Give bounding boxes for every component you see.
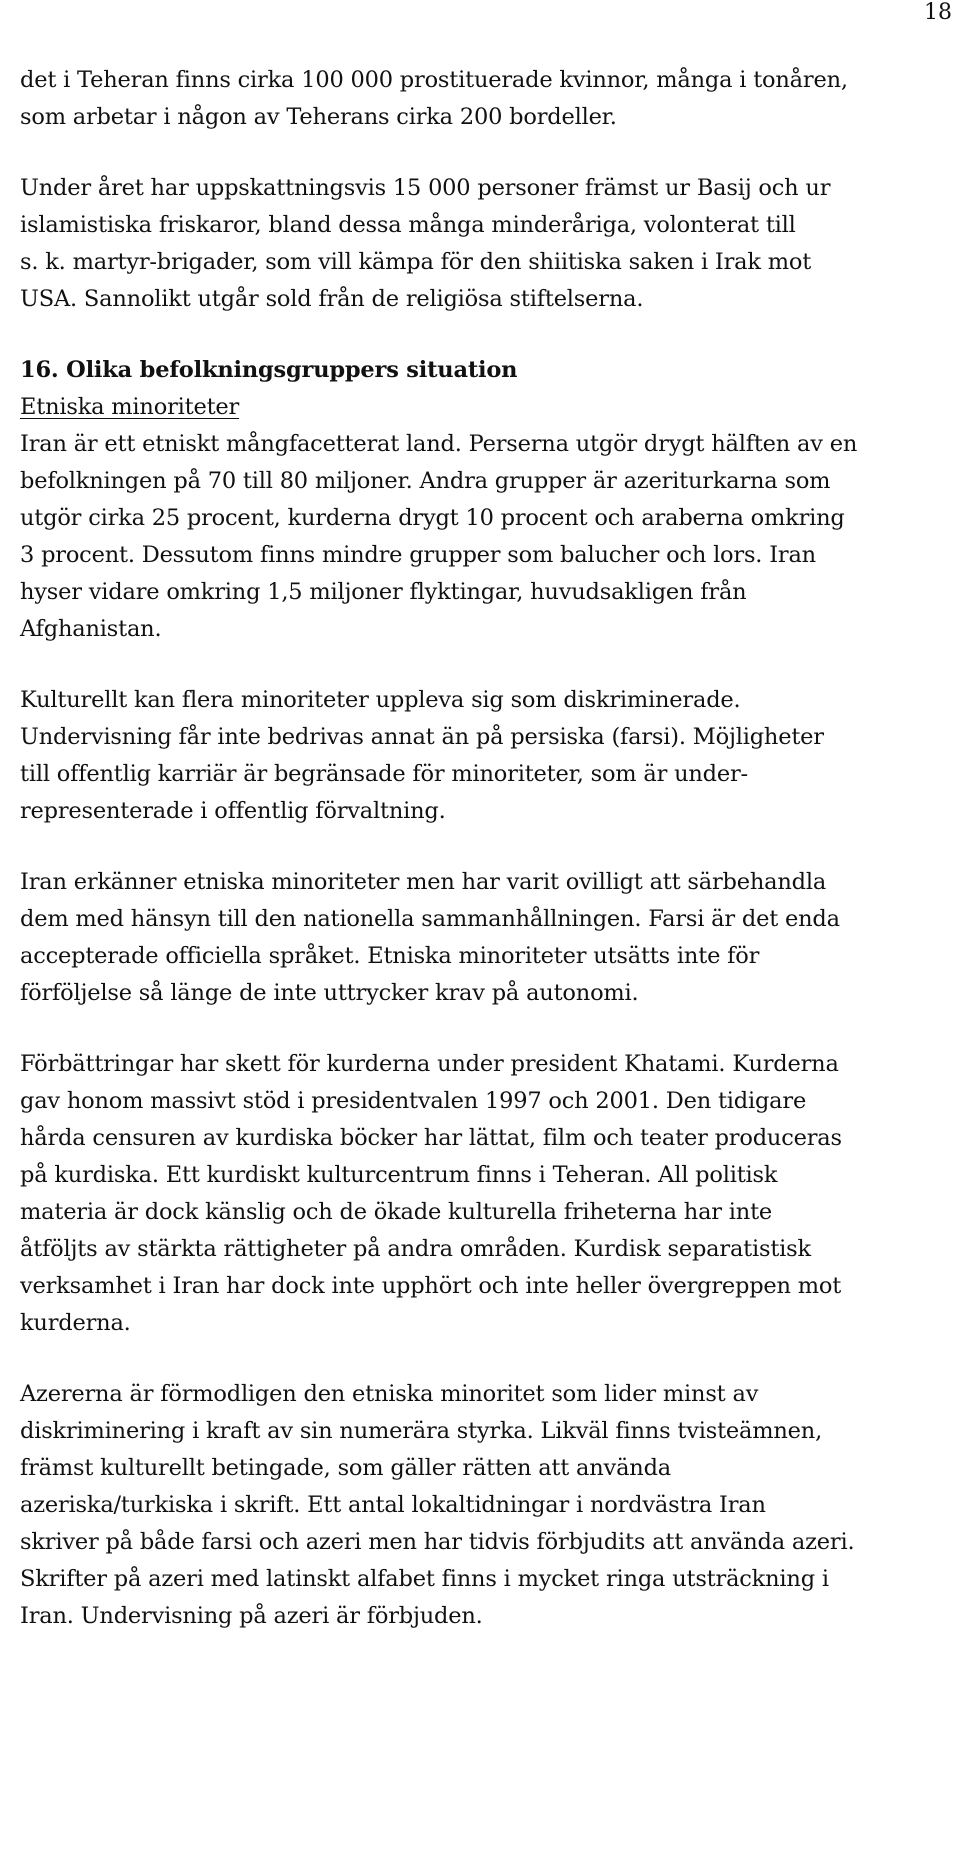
text-line: Förbättringar har skett för kurderna under president Khatami. Kurderna [20,1051,839,1077]
text-line: dem med hänsyn till den nationella sammanhållningen. Farsi är det enda [20,906,840,932]
paragraph [20,1046,955,1342]
text-line: USA. Sannolikt utgår sold från de religiösa stiftelserna. [20,286,644,312]
text-line: befolkningen på 70 till 80 miljoner. Andra grupper är azeriturkarna som [20,468,831,494]
text-line: utgör cirka 25 procent, kurderna drygt 10 procent och araberna omkring [20,505,845,531]
section-heading: 16. Olika befolkningsgruppers situation [20,357,518,383]
text-line: 3 procent. Dessutom finns mindre grupper som balucher och lors. Iran [20,542,816,568]
text-line: det i Teheran finns cirka 100 000 prostituerade kvinnor, många i tonåren, [20,67,848,93]
text-line: som arbetar i någon av Teherans cirka 200 bordeller. [20,104,617,130]
text-line: till offentlig karriär är begränsade för minoriteter, som är under- [20,761,748,787]
text-line: Iran är ett etniskt mångfacetterat land. Perserna utgör drygt hälften av en [20,431,858,457]
text-line: materia är dock känslig och de ökade kulturella friheterna har inte [20,1199,773,1225]
text-line: Iran erkänner etniska minoriteter men har varit ovilligt att särbehandla [20,869,827,895]
text-line: främst kulturellt betingade, som gäller rätten att använda [20,1455,671,1481]
text-line: Undervisning får inte bedrivas annat än på persiska (farsi). Möjligheter [20,724,824,750]
text-line: verksamhet i Iran har dock inte upphört och inte heller övergreppen mot [20,1273,842,1299]
text-line: på kurdiska. Ett kurdiskt kulturcentrum finns i Teheran. All politisk [20,1162,778,1188]
text-line: islamistiska friskaror, bland dessa många minderåriga, volonterat till [20,212,796,238]
text-line: skriver på både farsi och azeri men har tidvis förbjudits att använda azeri. [20,1529,855,1555]
text-line: Under året har uppskattningsvis 15 000 personer främst ur Basij och ur [20,175,831,201]
text-line: Skrifter på azeri med latinskt alfabet finns i mycket ringa utsträckning i [20,1566,829,1592]
text-line: azeriska/turkiska i skrift. Ett antal lokaltidningar i nordvästra Iran [20,1492,766,1518]
text-line: accepterade officiella språket. Etniska minoriteter utsätts inte för [20,943,760,969]
text-line: hyser vidare omkring 1,5 miljoner flyktingar, huvudsakligen från [20,579,747,605]
text-line: hårda censuren av kurdiska böcker har lättat, film och teater produceras [20,1125,842,1151]
text-line: Azererna är förmodligen den etniska minoritet som lider minst av [20,1381,759,1407]
text-line: kurderna. [20,1310,131,1336]
text-line: representerade i offentlig förvaltning. [20,798,446,824]
paragraph [20,864,955,1012]
text-line: s. k. martyr-brigader, som vill kämpa för den shiitiska saken i Irak mot [20,249,812,275]
section-paragraphs [20,426,955,1635]
paragraph [20,1376,955,1635]
intro-paragraphs [20,62,955,318]
text-line: åtföljts av stärkta rättigheter på andra områden. Kurdisk separatistisk [20,1236,811,1262]
page-number: 18 [924,0,952,25]
paragraph [20,62,955,136]
page-content [20,62,955,1669]
text-line: diskriminering i kraft av sin numerära styrka. Likväl finns tvisteämnen, [20,1418,823,1444]
section-header [20,352,955,426]
text-line: Kulturellt kan flera minoriteter uppleva sig som diskriminerade. [20,687,741,713]
paragraph [20,426,955,648]
text-line: Afghanistan. [20,616,162,642]
text-line: gav honom massivt stöd i presidentvalen 1997 och 2001. Den tidigare [20,1088,807,1114]
text-line: förföljelse så länge de inte uttrycker krav på autonomi. [20,980,639,1006]
paragraph [20,682,955,830]
text-line: Iran. Undervisning på azeri är förbjuden. [20,1603,483,1629]
section-subheading: Etniska minoriteter [20,394,240,420]
paragraph [20,170,955,318]
